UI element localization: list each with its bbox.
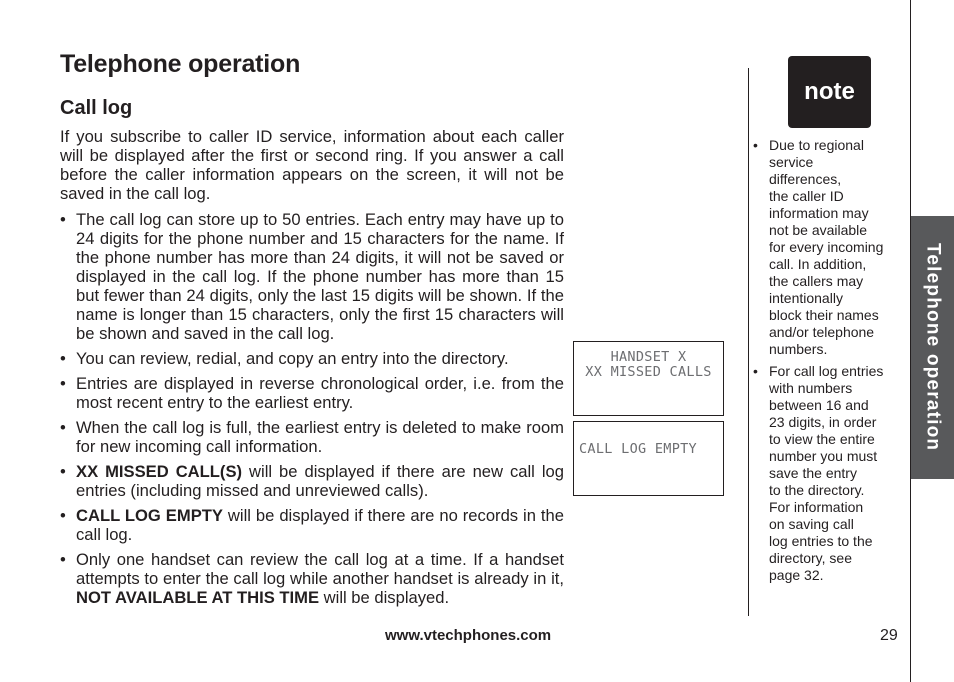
log-empty-text: will be displayed if there are no records in the call log. — [76, 506, 564, 544]
bullet-one-handset — [60, 550, 564, 607]
main-content — [60, 127, 564, 613]
page-title: Telephone operation — [60, 50, 301, 78]
lcd-line-missed: XX MISSED CALLS — [585, 364, 712, 380]
lcd-line-log-empty: CALL LOG EMPTY — [579, 441, 697, 457]
missed-calls-term: XX MISSED CALL(S) — [76, 462, 243, 481]
footer-url: www.vtechphones.com — [385, 627, 552, 644]
bullet-full: • When the call log is full, the earliest entry is deleted to make room for new incoming call information. — [60, 418, 564, 456]
note-item-regional: • Due to regional service differences, the caller ID information may not be available for every incoming call. In addition, the callers may intentionally block their names and/or telephone numbers. — [752, 137, 900, 358]
lcd-screen-log-empty — [573, 421, 724, 496]
note-badge — [788, 56, 871, 128]
bullet-log-empty — [60, 506, 564, 544]
bullet-review: • You can review, redial, and copy an entry into the directory. — [60, 349, 564, 368]
note-list — [752, 137, 900, 589]
column-divider — [748, 68, 749, 616]
missed-calls-text: will be displayed if there are new call log entries (including missed and unreviewed calls). — [76, 462, 564, 500]
lcd-line-handset: HANDSET X — [610, 349, 687, 365]
call-log-bullets — [60, 210, 564, 607]
note-item-digits: • For call log entries with numbers between 16 and 23 digits, in order to view the entire number you must save the entry to the directory. For information on saving call log entries to the directory, see page 32. — [752, 363, 900, 584]
one-handset-text-end: will be displayed. — [319, 588, 450, 607]
side-tab-label: Telephone operation — [922, 243, 944, 452]
one-handset-text: Only one handset can review the call log at a time. If a handset attempts to enter the call log while another handset is already in it, — [76, 550, 564, 588]
intro-paragraph: If you subscribe to caller ID service, information about each caller will be displayed after the first or second ring. If you answer a call before the caller information appears on the screen, it will not be saved in the call log. — [60, 127, 564, 203]
section-title: Call log — [60, 97, 133, 119]
bullet-order: • Entries are displayed in reverse chronological order, i.e. from the most recent entry to the earliest entry. — [60, 374, 564, 412]
lcd-screen-missed-calls — [573, 341, 724, 416]
bullet-capacity: • The call log can store up to 50 entries. Each entry may have up to 24 digits for the phone number and 15 characters for the name. If the phone number has more than 24 digits, it will not be saved or displayed in the call log. If the phone number has more than 15 but fewer than 24 digits, only the last 15 digits will be shown. If the name is longer than 15 characters, only the first 15 characters will be shown and saved in the call log. — [60, 210, 564, 343]
chapter-side-tab — [911, 216, 954, 479]
bullet-missed-calls — [60, 462, 564, 500]
not-available-term: NOT AVAILABLE AT THIS TIME — [76, 588, 320, 607]
note-label: note — [804, 78, 855, 105]
page-number: 29 — [880, 627, 898, 644]
log-empty-term: CALL LOG EMPTY — [76, 506, 223, 525]
